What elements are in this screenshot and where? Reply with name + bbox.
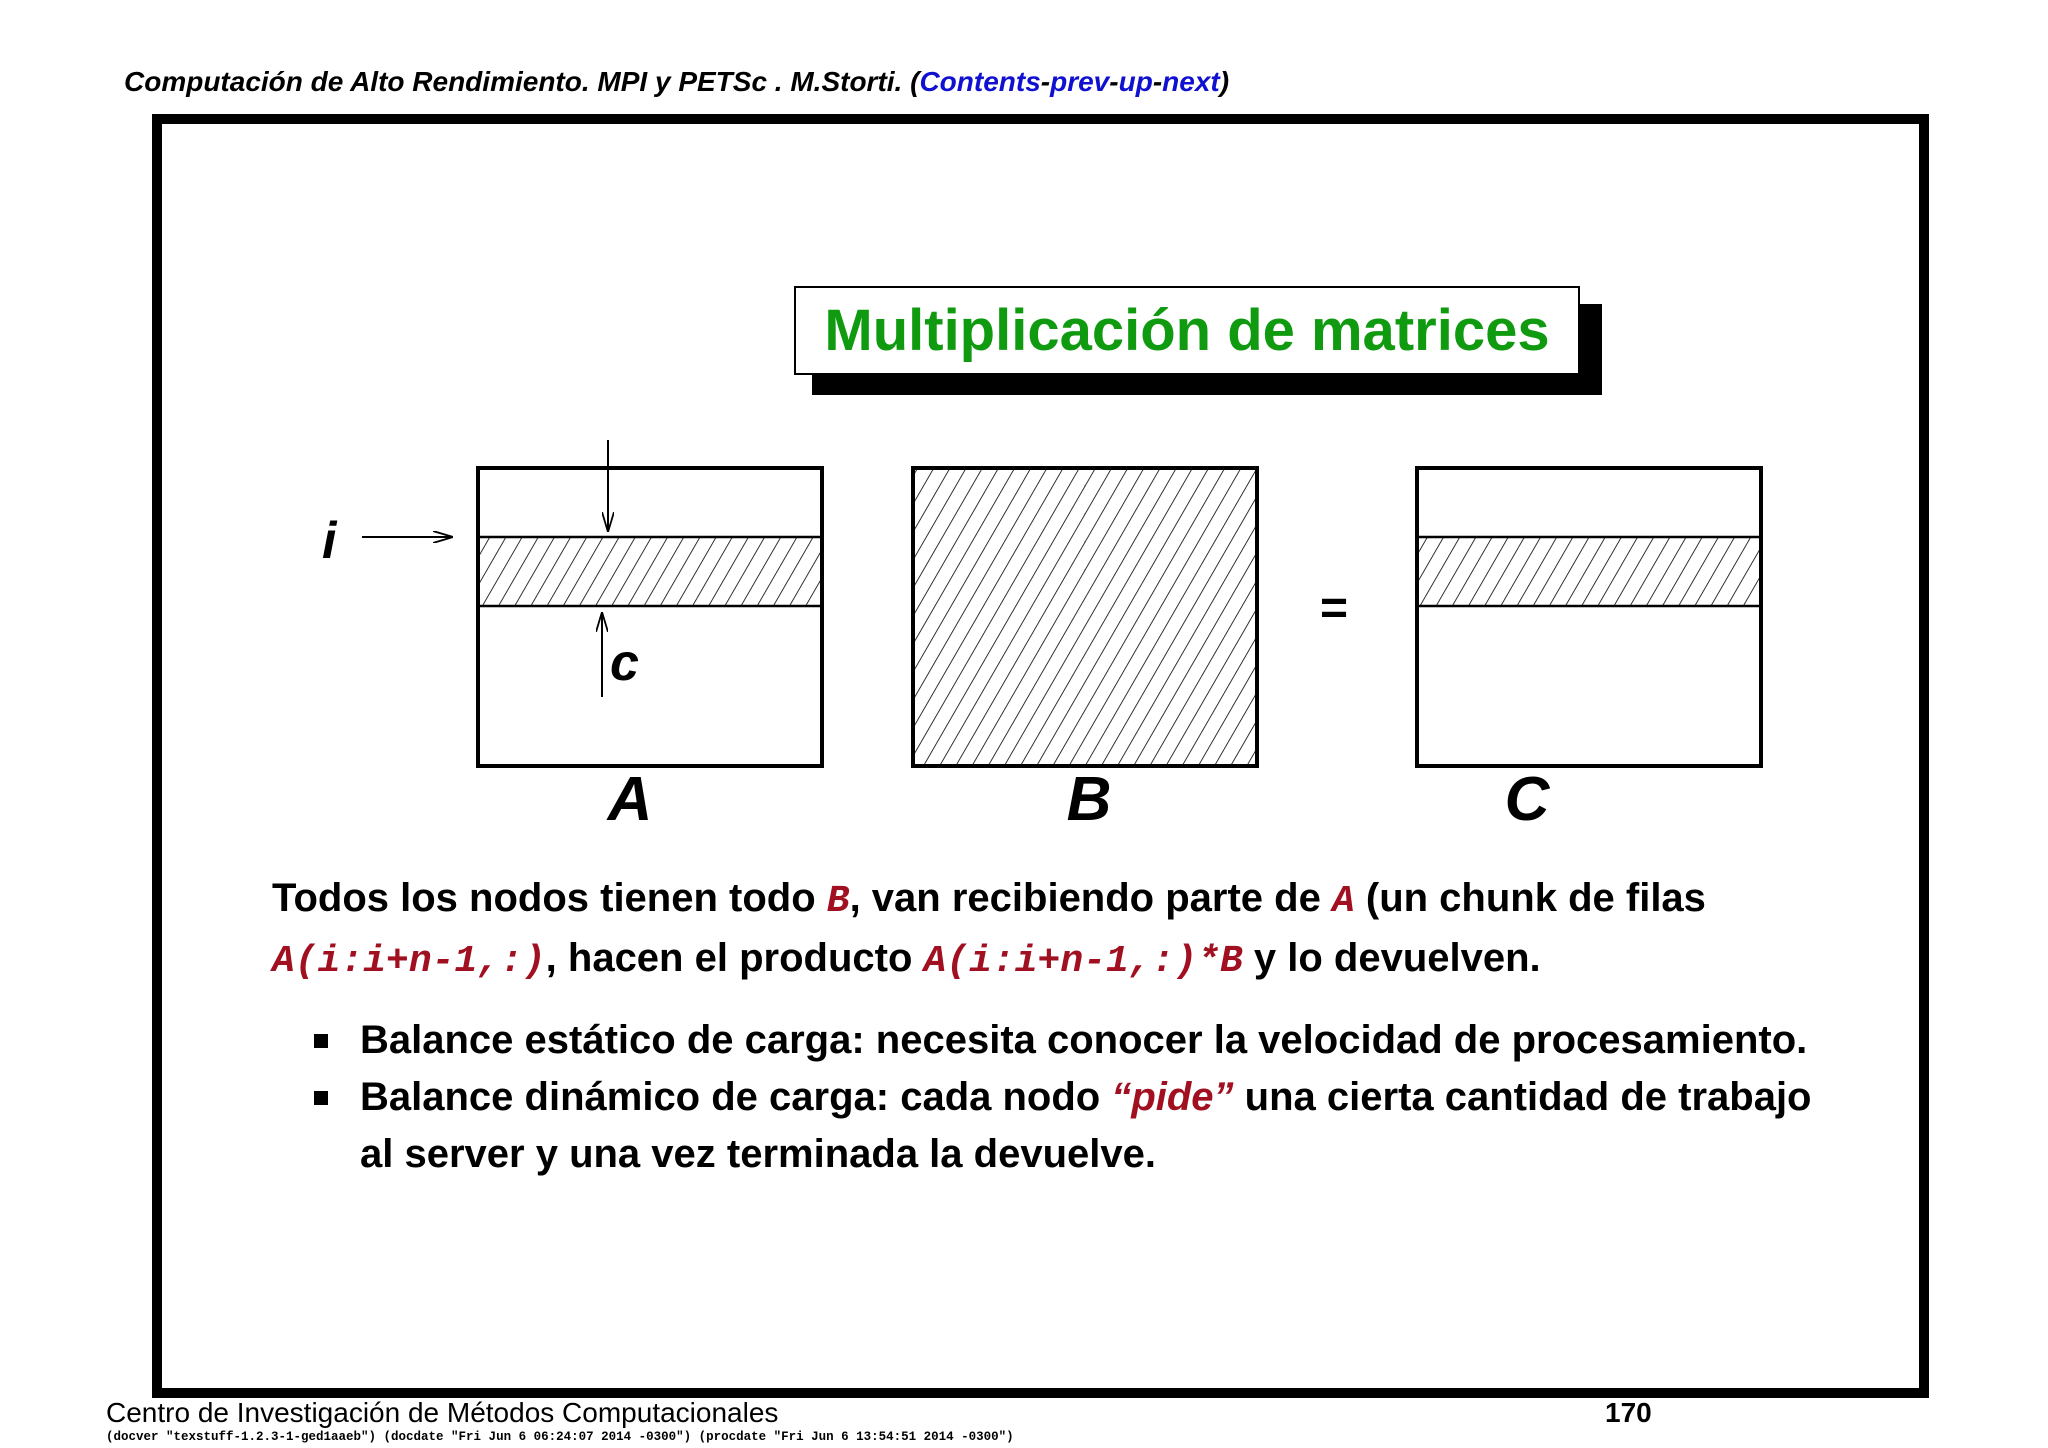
matrix-c-label: C — [1504, 765, 1550, 834]
matrix-a — [478, 468, 822, 766]
code-a-chunk: A(i:i+n-1,:) — [272, 940, 546, 983]
para-text: y lo devuelven. — [1242, 936, 1541, 980]
matrix-b — [913, 468, 1257, 766]
header-close-paren: ) — [1219, 66, 1230, 97]
emphasis-pide: “pide” — [1111, 1075, 1234, 1119]
bullet-list — [302, 1012, 1822, 1183]
bullet-text: Balance estático de carga: necesita conocer la velocidad de procesamiento. — [360, 1018, 1808, 1062]
header-title: Computación de Alto Rendimiento. MPI y PETSc . M.Storti. ( — [124, 66, 920, 97]
bullet-text: Balance dinámico de carga: cada nodo — [360, 1075, 1112, 1119]
list-item — [302, 1069, 1822, 1183]
equals-sign: = — [1319, 582, 1349, 635]
bullet-text: una cierta cantidad de trabajo al server y una vez terminada la devuelve. — [360, 1075, 1812, 1176]
nav-link-prev[interactable]: prev — [1050, 66, 1110, 97]
footer-institution: Centro de Investigación de Métodos Computacionales — [106, 1397, 779, 1428]
nav-link-next[interactable]: next — [1162, 66, 1220, 97]
para-text: (un chunk de filas — [1354, 876, 1706, 920]
code-b: B — [826, 880, 850, 923]
page-number: 170 — [1605, 1397, 1652, 1428]
nav-link-up[interactable]: up — [1118, 66, 1153, 97]
footer-version-info: (docver "texstuff-1.2.3-1-ged1aaeb") (docdate "Fri Jun 6 06:24:07 2014 -0300") (procdate "Fri Jun 6 13:54:51 2014 -0300") — [106, 1430, 1014, 1444]
slide-title: Multiplicación de matrices — [794, 286, 1580, 375]
list-item — [302, 1012, 1822, 1069]
matrix-diagram — [162, 124, 1919, 1388]
matrix-c — [1417, 468, 1761, 766]
matrix-a-label: A — [607, 765, 653, 834]
code-product: A(i:i+n-1,:)*B — [923, 940, 1243, 983]
para-text: , van recibiendo parte de — [849, 876, 1332, 920]
nav-link-contents[interactable]: Contents — [919, 66, 1041, 97]
code-a: A — [1331, 880, 1355, 923]
slide-frame — [152, 114, 1929, 1398]
bullet-square-icon — [314, 1091, 328, 1105]
nav-separator: - — [1152, 66, 1163, 97]
matrix-c-hatched-rows — [1417, 537, 1761, 606]
para-text: Todos los nodos tienen todo — [272, 876, 827, 920]
page-header — [124, 66, 1229, 98]
bullet-square-icon — [314, 1034, 328, 1048]
matrix-a-hatched-rows — [478, 537, 822, 606]
chunk-label: c — [610, 634, 639, 692]
nav-separator: - — [1040, 66, 1051, 97]
para-text: , hacen el producto — [545, 936, 924, 980]
intro-paragraph — [272, 870, 1832, 990]
index-label: i — [322, 512, 337, 570]
nav-separator: - — [1109, 66, 1119, 97]
matrix-b-label: B — [1066, 765, 1112, 834]
